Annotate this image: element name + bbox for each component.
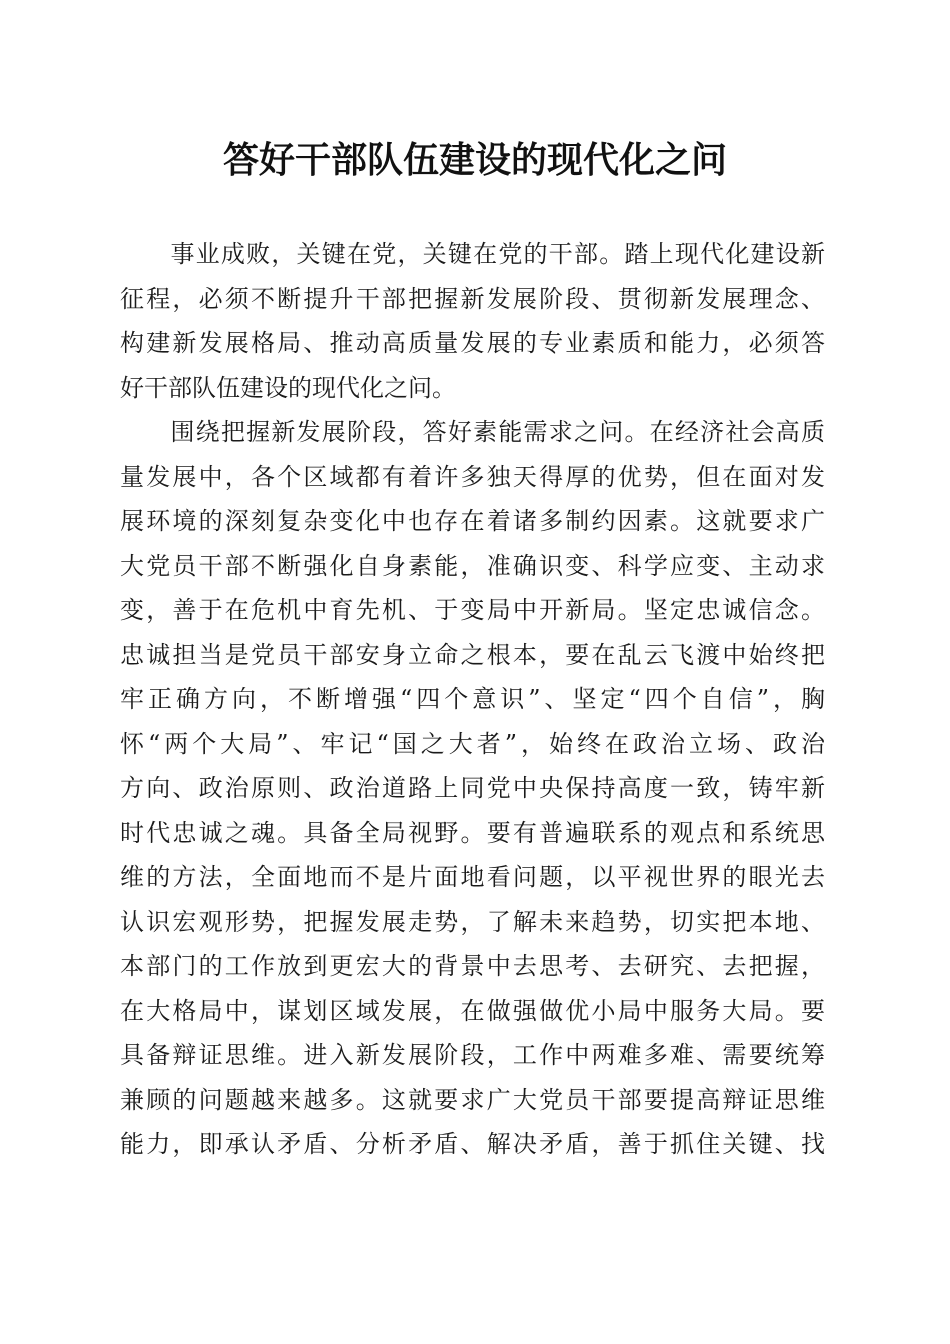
text-line: 本部门的工作放到更宏大的背景中去思考、去研究、去把握，: [120, 952, 825, 980]
text-line: 方向、政治原则、政治道路上同党中央保持高度一致，铸牢新: [120, 774, 825, 802]
text-line: 维的方法，全面地而不是片面地看问题，以平视世界的眼光去: [120, 863, 825, 891]
text-line: 展环境的深刻复杂变化中也存在着诸多制约因素。这就要求广: [120, 507, 825, 535]
text-line: 大党员干部不断强化自身素能，准确识变、科学应变、主动求: [120, 551, 825, 580]
text-line: 好干部队伍建设的现代化之问。: [120, 373, 456, 402]
text-line: 认识宏观形势，把握发展走势，了解未来趋势，切实把本地、: [120, 907, 825, 936]
paragraph-2: [120, 410, 825, 1167]
text-line: 忠诚担当是党员干部安身立命之根本，要在乱云飞渡中始终把: [120, 640, 825, 669]
text-line: 具备辩证思维。进入新发展阶段，工作中两难多难、需要统筹: [120, 1041, 825, 1069]
text-line: 在大格局中，谋划区域发展，在做强做优小局中服务大局。要: [120, 996, 825, 1025]
text-line: 兼顾的问题越来越多。这就要求广大党员干部要提高辩证思维: [120, 1085, 825, 1114]
text-line: 时代忠诚之魂。具备全局视野。要有普遍联系的观点和系统思: [120, 818, 825, 847]
text-line: 量发展中，各个区域都有着许多独天得厚的优势，但在面对发: [120, 462, 825, 491]
paragraph-1: [120, 232, 825, 410]
text-line: 事业成败，关键在党，关键在党的干部。踏上现代化建设新: [120, 240, 825, 268]
text-line: 怀“两个大局”、牢记“国之大者”，始终在政治立场、政治: [120, 729, 825, 758]
text-line: 变，善于在危机中育先机、于变局中开新局。坚定忠诚信念。: [120, 596, 825, 624]
document-title: 答好干部队伍建设的现代化之问: [222, 139, 727, 181]
document-body: [120, 232, 825, 1167]
text-line: 征程，必须不断提升干部把握新发展阶段、贯彻新发展理念、: [120, 284, 825, 313]
text-line: 牢正确方向，不断增强“四个意识”、坚定“四个自信”，胸: [120, 685, 825, 713]
text-line: 构建新发展格局、推动高质量发展的专业素质和能力，必须答: [120, 329, 825, 357]
text-line: 围绕把握新发展阶段，答好素能需求之问。在经济社会高质: [120, 418, 825, 446]
text-line: 能力，即承认矛盾、分析矛盾、解决矛盾，善于抓住关键、找: [120, 1130, 825, 1158]
